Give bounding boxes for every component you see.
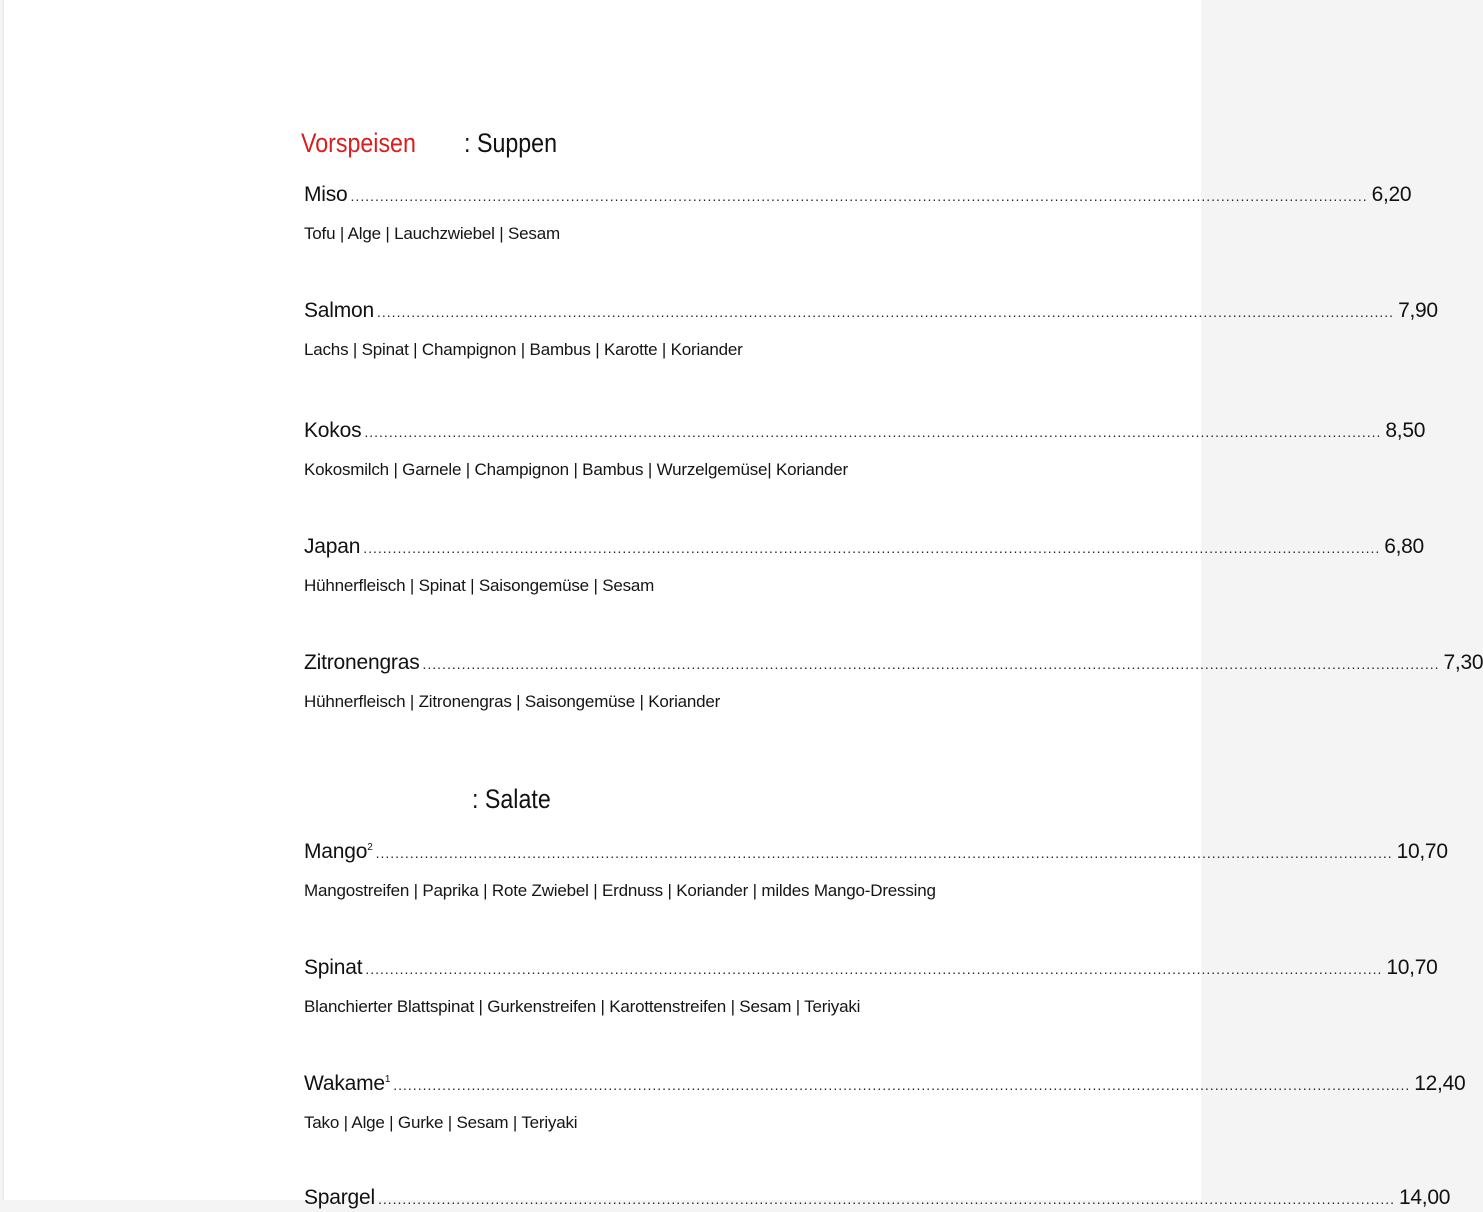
item-price: 6,20 [1371, 183, 1412, 206]
menu-item [304, 1067, 1466, 1134]
dot-leader: ................................................................................................................................................................................................................ [365, 961, 1383, 977]
dot-leader: ................................................................................................................................................................................................................ [393, 1077, 1411, 1093]
item-price: 8,50 [1385, 419, 1426, 442]
item-price: 7,30 [1443, 651, 1483, 674]
item-name: Miso [304, 183, 348, 206]
menu-item [304, 414, 1426, 481]
menu-item [304, 294, 1438, 361]
item-name: Mango$^2$ [304, 840, 373, 863]
item-description: Tofu | Alge | Lauchzwiebel | Sesam [304, 224, 560, 243]
salate-heading [472, 783, 551, 815]
item-price: 12,40 [1414, 1072, 1466, 1095]
item-name: Wakame$^1$ [304, 1072, 391, 1095]
dot-leader: ................................................................................................................................................................................................................ [377, 304, 1395, 320]
item-price: 10,70 [1386, 956, 1438, 979]
section-title-suppen: : Suppen [464, 128, 558, 158]
menu-item [304, 530, 1424, 597]
item-name: Spinat [304, 956, 363, 979]
item-price: 6,80 [1384, 535, 1424, 558]
item-name: Spargel [304, 1186, 375, 1209]
item-description: Blanchierter Blattspinat | Gurkenstreifen | Karottenstreifen | Sesam | Teriyaki [304, 997, 861, 1016]
item-name: Zitronengras [304, 651, 420, 674]
menu-item [304, 1181, 1451, 1212]
item-description: Lachs | Spinat | Champignon | Bambus | Karotte | Koriander [304, 340, 743, 359]
item-price: 14,00 [1399, 1186, 1451, 1209]
dot-leader: ................................................................................................................................................................................................................ [364, 424, 1382, 440]
dot-leader: ................................................................................................................................................................................................................ [422, 656, 1440, 672]
item-name: Salmon [304, 299, 375, 322]
menu-page [3, 0, 1483, 1209]
item-description: Mangostreifen | Paprika | Rote Zwiebel | Erdnuss | Koriander | mildes Mango-Dressing [304, 881, 936, 900]
menu-item [304, 951, 1438, 1018]
item-description: Hühnerfleisch | Zitronengras | Saisongemüse | Koriander [304, 692, 721, 711]
item-description: Hühnerfleisch | Spinat | Saisongemüse | Sesam [304, 576, 655, 595]
dot-leader: ................................................................................................................................................................................................................ [377, 1191, 1396, 1207]
item-description: Tako | Alge | Gurke | Sesam | Teriyaki [304, 1113, 578, 1132]
menu-item [304, 835, 1448, 902]
menu-item [304, 646, 1483, 713]
menu-item [304, 178, 1412, 245]
suppen-heading [301, 127, 557, 159]
category-title: Vorspeisen [301, 128, 416, 158]
item-price: 7,90 [1398, 299, 1438, 322]
section-title-salate: : Salate [472, 784, 551, 814]
item-price: 10,70 [1396, 840, 1448, 863]
item-name: Japan [304, 535, 361, 558]
dot-leader: ................................................................................................................................................................................................................ [375, 845, 1393, 861]
item-description: Kokosmilch | Garnele | Champignon | Bambus | Wurzelgemüse| Koriander [304, 460, 848, 479]
dot-leader: ................................................................................................................................................................................................................ [363, 540, 1381, 556]
item-name: Kokos [304, 419, 362, 442]
dot-leader: ................................................................................................................................................................................................................ [350, 188, 1368, 204]
